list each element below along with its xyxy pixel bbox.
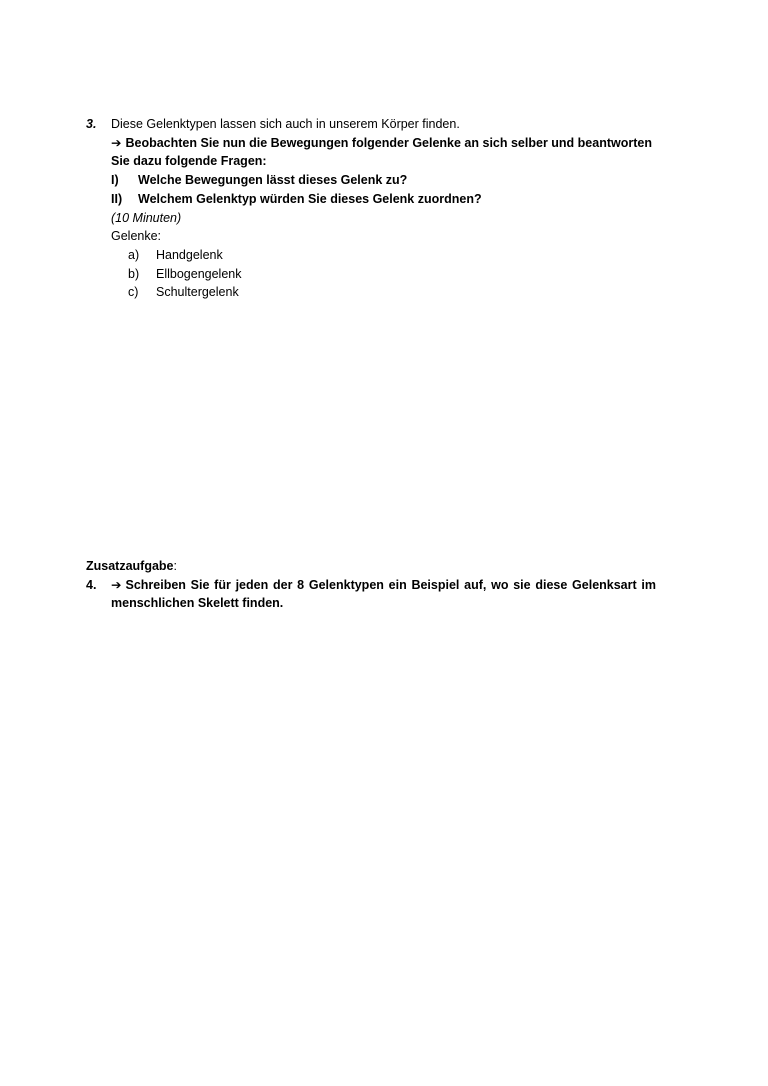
joint-name: Handgelenk	[156, 247, 223, 262]
question-marker: I)	[111, 173, 119, 188]
extra-task-line-1: Schreiben Sie für jeden der 8 Gelenktypen ein Beispiel auf, wo sie diese Gelenksart im	[125, 577, 656, 592]
task-instruction-row-2	[111, 152, 656, 171]
extra-task-line-2: menschlichen Skelett finden.	[111, 596, 284, 611]
task-instruction-line-2: Sie dazu folgende Fragen:	[111, 154, 267, 169]
joint-letter: c)	[128, 285, 139, 300]
question-item	[111, 171, 656, 190]
extra-task-label: Zusatzaufgabe	[86, 559, 174, 573]
task-number: 3.	[86, 117, 97, 131]
extra-task-line-2-row	[111, 594, 656, 613]
question-item	[111, 190, 656, 209]
task-intro: Diese Gelenktypen lassen sich auch in unserem Körper finden.	[111, 117, 460, 131]
joint-name: Schultergelenk	[156, 285, 239, 300]
question-text: Welche Bewegungen lässt dieses Gelenk zu?	[138, 173, 408, 188]
joint-letter: b)	[128, 266, 140, 281]
extra-task-colon: :	[173, 559, 177, 573]
arrow-right-icon: ➔	[111, 577, 122, 592]
joint-name: Ellbogengelenk	[156, 266, 242, 281]
joint-item	[128, 265, 656, 284]
joint-item	[128, 246, 656, 265]
task-instruction-row	[111, 134, 656, 153]
extra-task-number: 4.	[86, 577, 97, 592]
joints-label-row	[111, 227, 656, 246]
extra-task	[86, 557, 656, 613]
task-3-intro-row	[86, 115, 656, 134]
joint-letter: a)	[128, 247, 140, 262]
extra-task-heading-row	[86, 557, 656, 576]
extra-task-line-1-row	[86, 576, 656, 595]
arrow-right-icon: ➔	[111, 135, 122, 150]
question-text: Welchem Gelenktyp würden Sie dieses Gelenk zuordnen?	[138, 191, 482, 206]
task-instruction-line-1: Beobachten Sie nun die Bewegungen folgender Gelenke an sich selber und beantworten	[125, 135, 652, 150]
task-3	[86, 115, 656, 302]
joint-item	[128, 283, 656, 302]
time-row	[111, 209, 656, 228]
time-estimate: (10 Minuten)	[111, 210, 182, 225]
question-marker: II)	[111, 191, 123, 206]
joints-label: Gelenke:	[111, 229, 162, 244]
